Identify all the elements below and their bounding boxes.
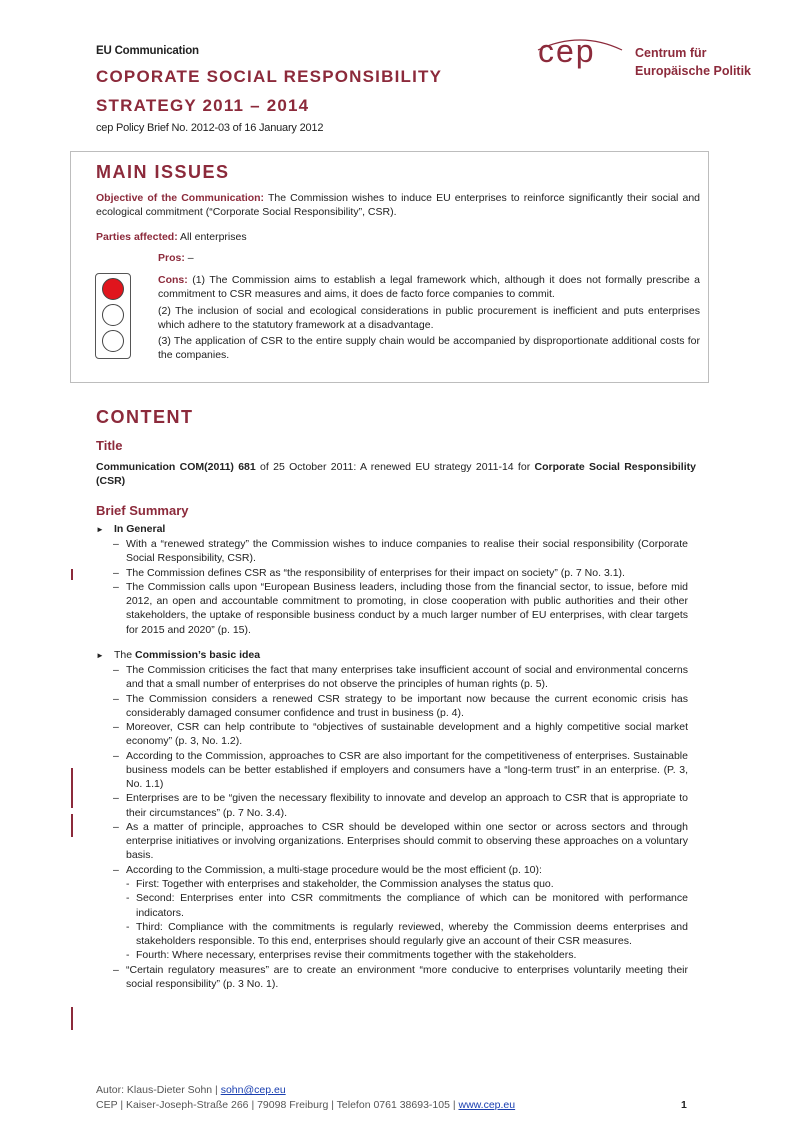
list-item: – Enterprises are to be “given the necessary flexibility to innovate and develop an approach to CSR that is appropriate to their circumstances” (p. 7 No. 3.4). (113, 792, 688, 819)
list-item: – According to the Commission, a multi-stage procedure would be the most efficient (p. 10): - First: Together with enterprises and stakeholder, the Commission analyses the status quo. - Second: Enterprises enter into CSR commitments the compliance of which can be monitored with performance indicators. - Third: Compliance with the commitments is regularly reviewed, whereby the Commission deems enterprises and stakeholders responsible. To this end, enterprises should regularly give an account of their CSR measures. - Fourth: Where necessary, enterprises revise their commitments together with the stakeholders. (113, 863, 688, 962)
title-line-2: STRATEGY 2011 – 2014 (96, 96, 310, 115)
section-basic-idea (96, 648, 260, 662)
triangle-bullet-icon: ► (96, 525, 104, 534)
footer-author (96, 1083, 515, 1098)
title-subheading: Title (96, 438, 123, 453)
sub-item-text: Second: Enterprises enter into CSR commitments the compliance of which can be monitored with performance indicators. (136, 892, 688, 919)
objective-text: The Commission wishes to induce EU enterprises to reinforce significantly their social and ecological commitment (“Corporate Social Responsibility”, CSR). (96, 192, 701, 219)
list-item: – The Commission criticises the fact that many enterprises take insufficient account of social and environmental concerns and that a small number of enterprises do not observe the principles of human rights (p. 5). (113, 664, 688, 691)
list-item: – The Commission considers a renewed CSR strategy to be important now because the current economic crisis has considerably damaged consumer confidence and trust in business (p. 4). (113, 692, 688, 719)
cons-item-2: (2) The inclusion of social and ecological considerations in public procurement is inefficient and puts enterprises which adhere to the statutory framework at a disadvantage. (158, 304, 700, 331)
list-item-text: The Commission criticises the fact that many enterprises take insufficient account of social and environmental concerns and that a small number of enterprises do not observe the principles of human rights (p. 5). (126, 664, 688, 691)
sub-item: - First: Together with enterprises and stakeholder, the Commission analyses the status quo. (126, 877, 554, 890)
triangle-bullet-icon: ► (96, 651, 104, 660)
list-item: – With a “renewed strategy” the Commission wishes to induce companies to realise their social responsibility (Corporate Social Responsibility, CSR). (113, 538, 688, 565)
logo-word: cep (538, 33, 596, 69)
brief-summary-subheading: Brief Summary (96, 503, 189, 518)
author-text: Autor: Klaus-Dieter Sohn | (96, 1084, 221, 1096)
comm-topic: Corporate Social Responsibility (CSR) (96, 461, 696, 488)
revision-bar (71, 814, 73, 837)
author-email-link[interactable]: sohn@cep.eu (220, 1084, 286, 1096)
list-item: – As a matter of principle, approaches to CSR should be developed within one sector or across sectors and through enterprise initiatives or involving organizations. Enterprises should commit to observing these approaches on a voluntary basis. (113, 820, 688, 862)
basic-idea-list (113, 663, 688, 991)
list-item-text: The Commission considers a renewed CSR strategy to be important now because the current economic crisis has considerably damaged consumer confidence and trust in business (p. 4). (126, 692, 688, 719)
list-item-text: According to the Commission, a multi-stage procedure would be the most efficient (p. 10): (126, 863, 542, 876)
traffic-light-icon (95, 273, 131, 359)
list-item-text: Moreover, CSR can help contribute to “objectives of sustainable development and a highly competitive social market economy” (p. 3, No. 1.2). (126, 721, 688, 748)
cons-item-3: (3) The application of CSR to the entire supply chain would be accompanied by disproportionate additional costs for the companies. (158, 335, 700, 362)
document-title (96, 62, 442, 120)
list-item: – Moreover, CSR can help contribute to “objectives of sustainable development and a highly competitive social market economy” (p. 3, No. 1.2). (113, 721, 688, 748)
content-heading: CONTENT (96, 407, 194, 427)
cons-text-1: (1) The Commission aims to establish a legal framework which, although it does not formally prescribe a commitment to CSR measures and aims, it does de facto force companies to commit. (158, 274, 700, 301)
logo-line-2: Europäische Politik (635, 64, 752, 78)
cep-logo (530, 33, 760, 86)
green-lamp-icon (102, 330, 124, 352)
section-title-prefix: The (114, 649, 136, 661)
cons-block (158, 273, 700, 365)
pros-text: – (187, 252, 194, 264)
sub-item: - Third: Compliance with the commitments is regularly reviewed, whereby the Commission deems enterprises and stakeholders responsible. To this end, enterprises should regularly give an account of their CSR measures. (126, 920, 688, 948)
logo-line-1: Centrum für (635, 46, 707, 60)
revision-bar (71, 1007, 73, 1030)
parties-paragraph (96, 230, 700, 244)
document-kicker: EU Communication (96, 45, 199, 57)
sub-item-text: First: Together with enterprises and stakeholder, the Commission analyses the status quo. (136, 877, 554, 890)
list-item: – According to the Commission, approaches to CSR are also important for the competitiveness of enterprises. Sustainable business models can be better established if employers and consumers have a “long-term trust” in an enterprise. (P. 3, No. 1.1) (113, 749, 688, 791)
objective-paragraph (96, 191, 700, 220)
sub-item-text: Fourth: Where necessary, enterprises revise their commitments together with the stakeholders. (136, 949, 577, 962)
cons-item-1 (158, 273, 700, 302)
list-item-text: The Commission defines CSR as “the responsibility of enterprises for their impact on society” (p. 7 No. 3.1). (126, 566, 625, 579)
objective-label: Objective of the Communication: (96, 192, 265, 204)
list-item-text: “Certain regulatory measures” are to create an environment “more conducive to enterprises voluntarily meeting their social responsibility” (p. 3 No. 1). (126, 963, 688, 990)
list-item-text: The Commission calls upon “European Business leaders, including those from the financial sector, to issue, before mid 2012, an open and accountable commitment to promoting, in close cooperation with public authorities and their other stakeholders, the uptake of responsible business conduct by a much larger number of EU enterprises, with clear targets for 2015 and 2020” (p. 15). (126, 580, 688, 636)
general-list (113, 537, 688, 637)
address-text: CEP | Kaiser-Joseph-Straße 266 | 79098 Freiburg | Telefon 0761 38693-105 | (96, 1099, 459, 1111)
sub-item: - Second: Enterprises enter into CSR commitments the compliance of which can be monitored with performance indicators. (126, 892, 688, 919)
list-item: – “Certain regulatory measures” are to create an environment “more conducive to enterprises voluntarily meeting their social responsibility” (p. 3 No. 1). (113, 963, 688, 990)
revision-bar (71, 569, 73, 580)
communication-reference (96, 460, 696, 489)
comm-number: Communication COM(2011) 681 (96, 461, 256, 473)
section-title: In General (114, 523, 166, 535)
list-item-text: With a “renewed strategy” the Commission wishes to induce companies to realise their social responsibility (Corporate Social Responsibility, CSR). (126, 538, 688, 565)
page-footer (96, 1083, 515, 1113)
parties-text: All enterprises (180, 231, 247, 243)
logo-caption (635, 44, 751, 80)
parties-label: Parties affected: (96, 231, 178, 243)
main-issues-heading: MAIN ISSUES (96, 162, 230, 182)
list-item-text: Enterprises are to be “given the necessary flexibility to innovate and develop an approach to CSR that is appropriate to their circumstances” (p. 7 No. 3.4). (126, 792, 688, 819)
footer-address (96, 1098, 515, 1113)
pros-label: Pros: (158, 252, 185, 264)
pros-paragraph (158, 251, 194, 265)
policy-brief-ref: cep Policy Brief No. 2012-03 of 16 January 2012 (96, 122, 324, 134)
list-item-text: As a matter of principle, approaches to CSR should be developed within one sector or across sectors and through enterprise initiatives or involving organizations. Enterprises should commit to observing these approaches on a voluntary basis. (126, 820, 688, 862)
cons-label: Cons: (158, 274, 188, 286)
website-link[interactable]: www.cep.eu (458, 1099, 516, 1111)
title-line-1: COPORATE SOCIAL RESPONSIBILITY (96, 67, 443, 86)
list-item: – The Commission calls upon “European Business leaders, including those from the financial sector, to issue, before mid 2012, an open and accountable commitment to promoting, in close cooperation with public authorities and their other stakeholders, the uptake of responsible business conduct by a much larger number of EU enterprises, with clear targets for 2015 and 2020” (p. 15). (113, 580, 688, 636)
list-item: – The Commission defines CSR as “the responsibility of enterprises for their impact on society” (p. 7 No. 3.1). (113, 566, 625, 579)
sub-item: - Fourth: Where necessary, enterprises revise their commitments together with the stakeholders. (126, 949, 577, 962)
page-number: 1 (681, 1099, 687, 1111)
section-title: Commission’s basic idea (135, 649, 261, 661)
comm-date-text: of 25 October 2011: A renewed EU strategy 2011-14 for (255, 461, 535, 473)
amber-lamp-icon (102, 304, 124, 326)
sub-item-text: Third: Compliance with the commitments is regularly reviewed, whereby the Commission deems enterprises and stakeholders responsible. To this end, enterprises should regularly give an account of their CSR measures. (136, 920, 688, 948)
section-in-general (96, 522, 165, 536)
revision-bar (71, 768, 73, 808)
list-item-text: According to the Commission, approaches to CSR are also important for the competitiveness of enterprises. Sustainable business models can be better established if employers and consumers have a “long-term trust” in an enterprise. (P. 3, No. 1.1) (126, 749, 688, 791)
red-lamp-icon (102, 278, 124, 300)
